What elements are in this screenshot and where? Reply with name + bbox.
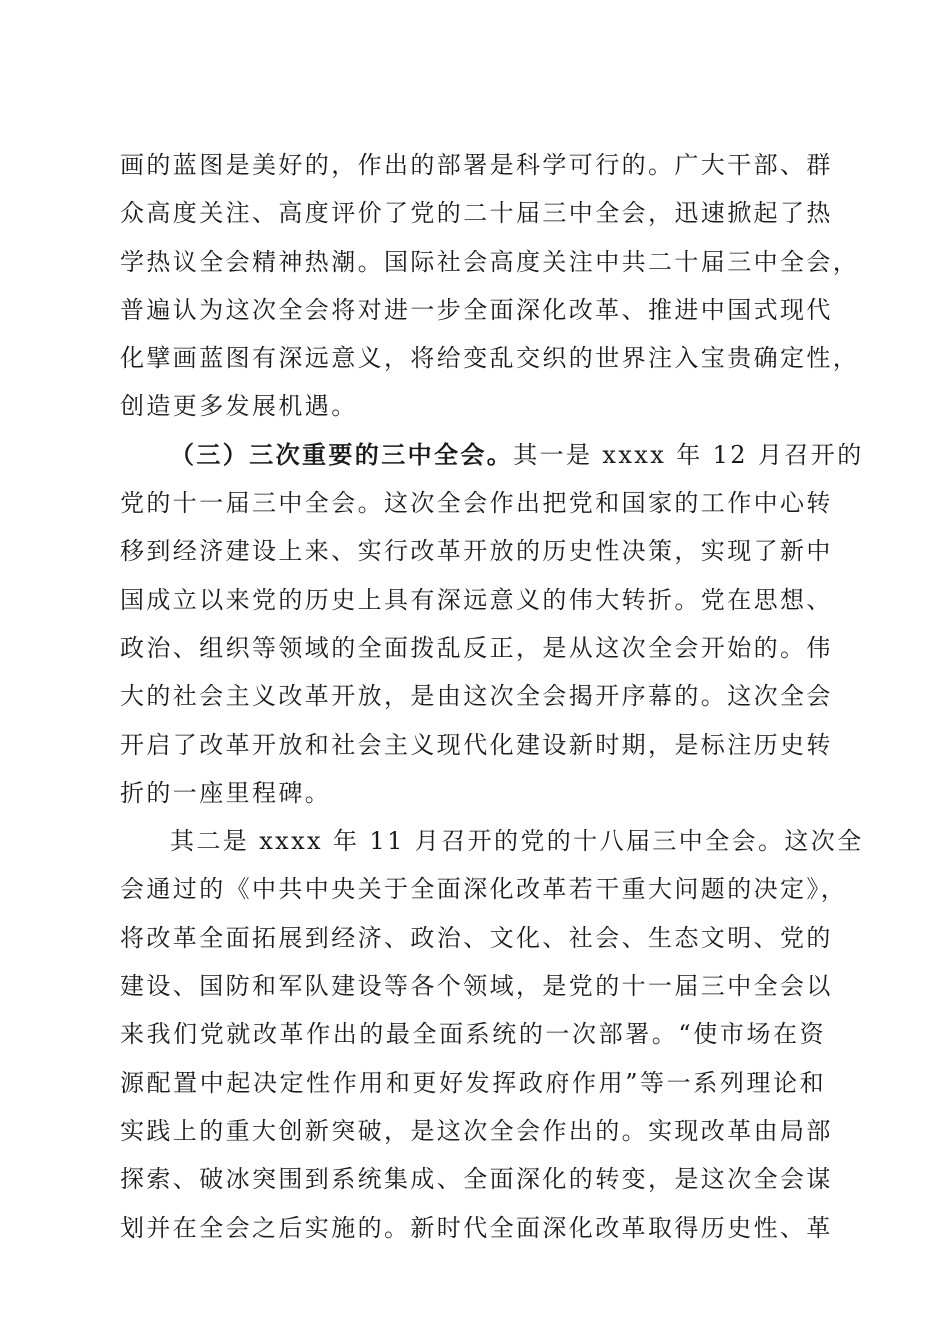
text-line: 探索、破冰突围到系统集成、全面深化的转变，是这次全会谋 xyxy=(120,1165,833,1194)
text-line: 其二是 xxxx 年 11 月召开的党的十八届三中全会。这次全 xyxy=(170,827,864,856)
text-line: 政治、组织等领域的全面拨乱反正，是从这次全会开始的。伟 xyxy=(120,633,833,662)
paragraph-3 xyxy=(120,817,864,1252)
text-line: 实践上的重大创新突破，是这次全会作出的。实现改革由局部 xyxy=(120,1116,833,1145)
section-heading: （三）三次重要的三中全会。 xyxy=(170,439,514,469)
text-line: 来我们党就改革作出的最全面系统的一次部署。“使市场在资 xyxy=(120,1020,826,1049)
paragraph-1 xyxy=(120,141,860,431)
text-line: 划并在全会之后实施的。新时代全面深化改革取得历史性、革 xyxy=(120,1213,833,1242)
text-line: 众高度关注、高度评价了党的二十届三中全会，迅速掀起了热 xyxy=(120,199,833,228)
text-line: 将改革全面拓展到经济、政治、文化、社会、生态文明、党的 xyxy=(120,923,833,952)
text-line: 移到经济建设上来、实行改革开放的历史性决策，实现了新中 xyxy=(120,537,833,566)
text-line: 会通过的《中共中央关于全面深化改革若干重大问题的决定》， xyxy=(120,875,848,904)
heading-line-rest: 其一是 xxxx 年 12 月召开的 xyxy=(513,440,864,469)
text-line: 建设、国防和军队建设等各个领域，是党的十一届三中全会以 xyxy=(120,972,833,1001)
text-line: 创造更多发展机遇。 xyxy=(120,392,358,421)
text-line: 普遍认为这次全会将对进一步全面深化改革、推进中国式现代 xyxy=(120,295,833,324)
text-line: 源配置中起决定性作用和更好发挥政府作用”等一系列理论和 xyxy=(120,1068,826,1097)
paragraph-2 xyxy=(120,431,864,817)
text-line: 化擘画蓝图有深远意义，将给变乱交织的世界注入宝贵确定性， xyxy=(120,344,860,373)
text-line: 折的一座里程碑。 xyxy=(120,778,332,807)
text-line: 学热议全会精神热潮。国际社会高度关注中共二十届三中全会， xyxy=(120,247,860,276)
body-text xyxy=(120,141,864,1252)
text-line xyxy=(120,431,864,479)
text-line: 国成立以来党的历史上具有深远意义的伟大转折。党在思想、 xyxy=(120,585,833,614)
text-line: 画的蓝图是美好的，作出的部署是科学可行的。广大干部、群 xyxy=(120,151,833,179)
text-line: 开启了改革开放和社会主义现代化建设新时期，是标注历史转 xyxy=(120,730,833,759)
text-line: 党的十一届三中全会。这次全会作出把党和国家的工作中心转 xyxy=(120,489,833,518)
text-line: 大的社会主义改革开放，是由这次全会揭开序幕的。这次全会 xyxy=(120,682,833,711)
